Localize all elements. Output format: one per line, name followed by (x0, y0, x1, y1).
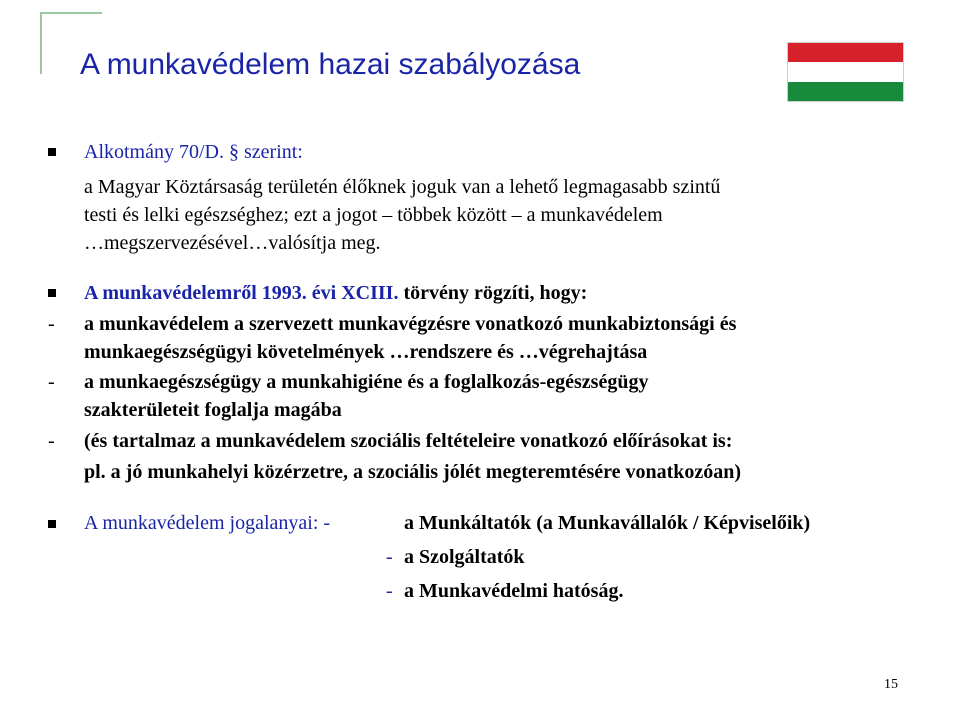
dash-bullet: - (386, 546, 393, 568)
slide-title: A munkavédelem hazai szabályozása (80, 48, 581, 81)
section3-item: a Munkáltatók (a Munkavállalók / Képviselőik) (404, 512, 811, 534)
section3-item: a Szolgáltatók (404, 546, 525, 568)
bullet-square-icon (48, 148, 56, 156)
bullet-square-icon (48, 520, 56, 528)
flag-green-stripe (788, 82, 903, 101)
section1-line: a Magyar Köztársaság területén élőknek joguk van a lehető legmagasabb szintű (84, 176, 721, 198)
hungarian-flag-icon (787, 42, 904, 102)
dash-bullet: - (48, 430, 55, 452)
flag-red-stripe (788, 43, 903, 62)
section3-item: a Munkavédelmi hatóság. (404, 580, 624, 602)
bullet-square-icon (48, 289, 56, 297)
flag-white-stripe (788, 62, 903, 82)
section2-heading-law: A munkavédelemről 1993. évi XCIII. (84, 282, 399, 304)
section1-line: …megszervezésével…valósítja meg. (84, 232, 381, 254)
section2-heading (84, 281, 587, 305)
section2-item-line: szakterületeit foglalja magába (84, 399, 342, 421)
section2-item-line: pl. a jó munkahelyi közérzetre, a szociális jólét megteremtésére vonatkozóan) (84, 461, 742, 483)
dash-bullet: - (48, 313, 55, 335)
section2-item-line: munkaegészségügyi követelmények …rendszere és …végrehajtása (84, 341, 648, 363)
section1-heading: Alkotmány 70/D. § szerint: (84, 141, 303, 163)
corner-decoration-vertical (40, 12, 42, 74)
section2-item-line: a munkaegészségügy a munkahigiéne és a foglalkozás-egészségügy (84, 371, 649, 393)
corner-decoration-horizontal (40, 12, 102, 14)
dash-bullet: - (386, 580, 393, 602)
section2-heading-rest: törvény rögzíti, hogy: (398, 282, 588, 304)
dash-bullet: - (48, 371, 55, 393)
page-number: 15 (884, 677, 898, 692)
section2-item-line: (és tartalmaz a munkavédelem szociális feltételeire vonatkozó előírásokat is: (84, 430, 733, 452)
section3-heading: A munkavédelem jogalanyai: - (84, 512, 331, 534)
section1-line: testi és lelki egészséghez; ezt a jogot – többek között – a munkavédelem (84, 204, 663, 226)
section2-item-line: a munkavédelem a szervezett munkavégzésre vonatkozó munkabiztonsági és (84, 313, 737, 335)
